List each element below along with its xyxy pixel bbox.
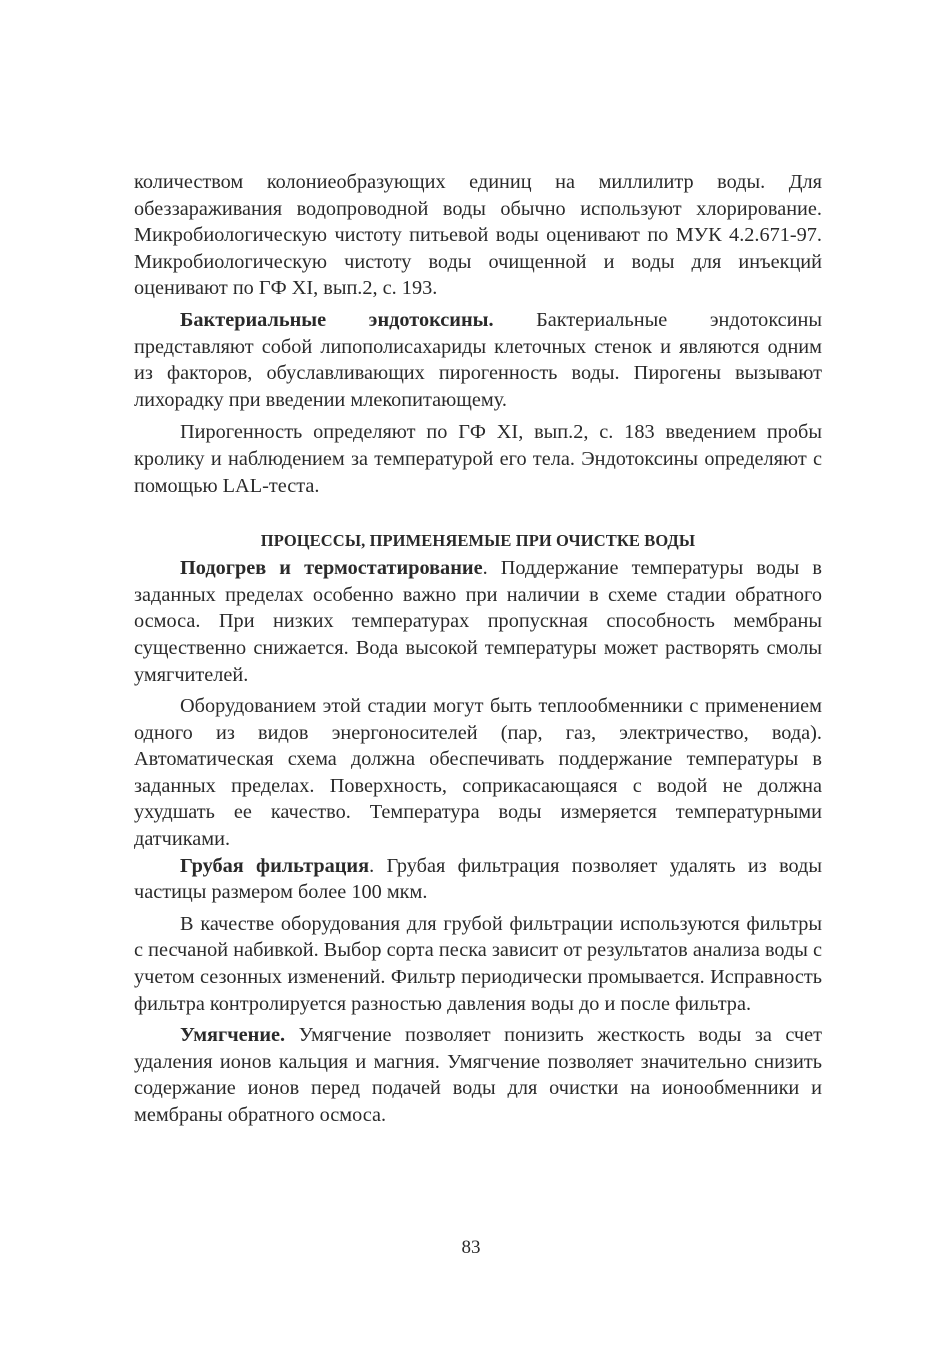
paragraph xyxy=(134,307,822,413)
paragraph-text: . Поддержание температуры воды в заданных пределах особенно важно при наличии в схеме стадии обратного осмоса. При низких температурах пропускная способность мембраны существенно снижается. Вода высокой температуры может растворять смолы умягчителей. xyxy=(134,557,823,686)
paragraph xyxy=(134,1022,822,1128)
paragraph: Пирогенность определяют по ГФ XI, вып.2, с. 183 введением пробы кролику и наблюдением за температурой его тела. Эндотоксины определяют с помощью LAL-теста. xyxy=(134,421,822,497)
term-heading: Подогрев и термостатирование xyxy=(180,557,483,580)
paragraph xyxy=(134,853,822,906)
paragraph-text: Умягчение позволяет понизить жесткость воды за счет удаления ионов кальция и магния. Умягчение позволяет значительно снизить содержание ионов перед подачей воды для очистки на ионообменники и мембраны обратного осмоса. xyxy=(134,1024,822,1126)
section-heading: ПРОЦЕССЫ, ПРИМЕНЯЕМЫЕ ПРИ ОЧИСТКЕ ВОДЫ xyxy=(260,531,696,551)
paragraph-text: . Грубая фильтрация позволяет удалять из воды частицы размером более 100 мкм. xyxy=(134,854,823,904)
paragraph: количеством колониеобразующих единиц на миллилитр воды. Для обеззараживания водопроводной воды обычно используют хлорирование. Микробиологическую чистоту питьевой воды оценивают по МУК 4.2.671-97. Микробиологическую чистоту воды очищенной и воды для инъекций оценивают по ГФ XI, вып.2, с. 193. xyxy=(134,171,822,300)
paragraph xyxy=(134,555,822,688)
term-heading: Грубая фильтрация xyxy=(180,854,370,877)
paragraph: Оборудованием этой стадии могут быть теплообменники с применением одного из видов энергоносителей (пар, газ, электричество, вода). Автоматическая схема должна обеспечивать поддержание температуры в заданных пределах. Поверхность, соприкасающаяся с водой не должна ухудшать ее качество. Температура воды измеряется температурными датчиками. xyxy=(134,695,822,851)
body-text xyxy=(134,169,822,1129)
paragraph-text: Бактериальные эндотоксины представляют собой липополисахариды клеточных стенок и являются одним из факторов, обуславливающих пирогенность воды. Пирогены вызывают лихорадку при введении млекопитающему. xyxy=(134,308,822,411)
page-number: 83 xyxy=(461,1237,481,1258)
term-heading: Умягчение. xyxy=(180,1024,286,1047)
paragraph: В качестве оборудования для грубой фильтрации используются фильтры с песчаной набивкой. Выбор сорта песка зависит от результатов анализа воды с учетом сезонных изменений. Фильтр периодически промывается. Исправность фильтра контролируется разностью давления воды до и после фильтра. xyxy=(134,912,822,1015)
term-heading: Бактериальные эндотоксины. xyxy=(180,308,494,331)
